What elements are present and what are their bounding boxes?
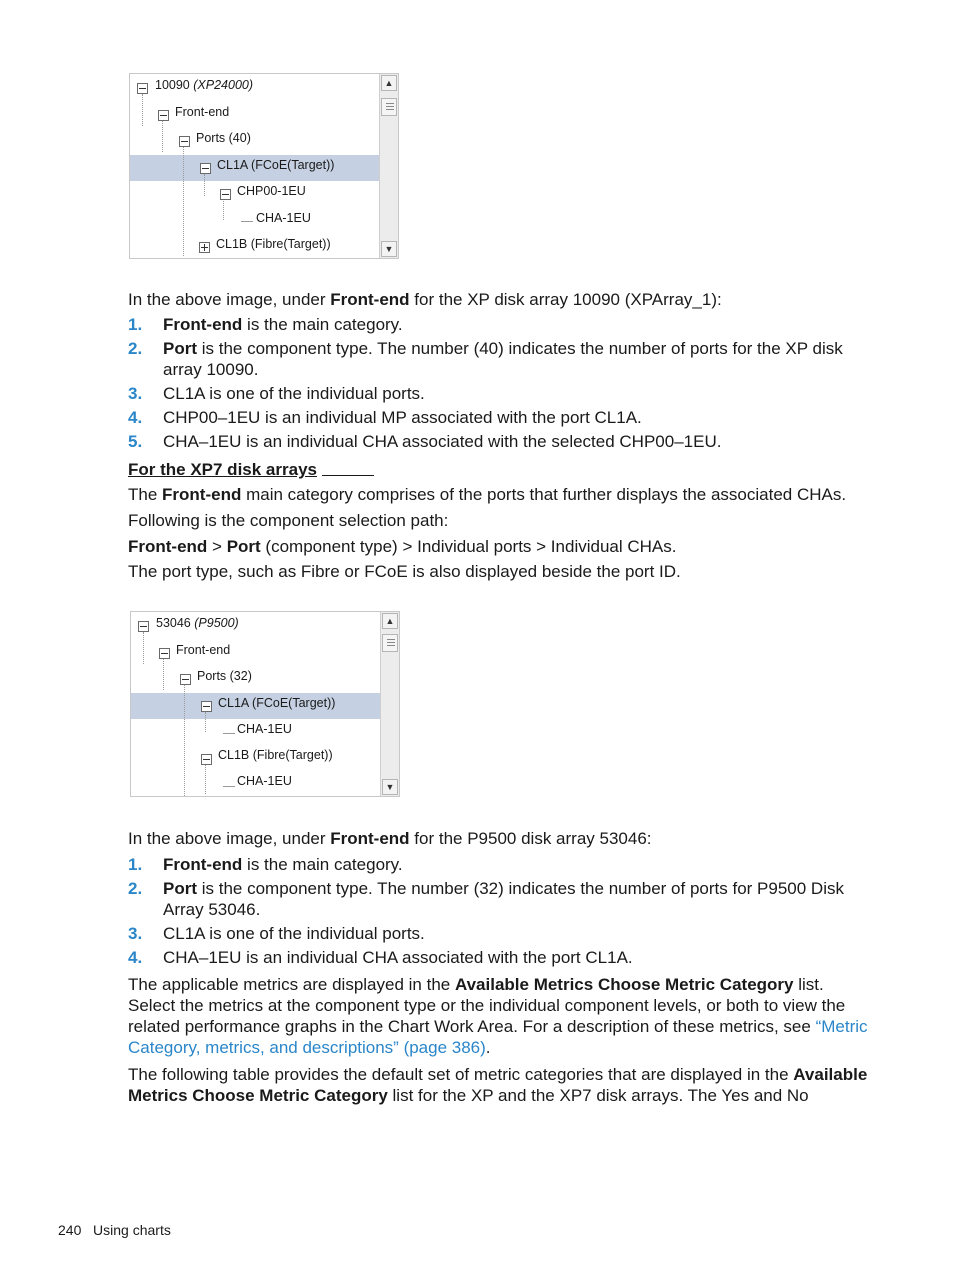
tree-node-front-end[interactable]: Front-end <box>176 643 231 657</box>
metrics-paragraph: The applicable metrics are displayed in the Available Metrics Choose Metric Category list. Select the metrics at the component type or the individual component levels, or both to view the related performance graphs in the Chart Work Area. For a description of these metrics, see “Metric Category, metrics, and descriptions” (page 386). <box>128 975 868 1057</box>
scroll-down-icon[interactable]: ▼ <box>381 241 397 257</box>
array-model: (P9500) <box>194 616 239 630</box>
tree-node-cl1b[interactable]: CL1B (Fibre(Target)) <box>216 237 331 251</box>
scroll-thumb[interactable] <box>381 98 397 116</box>
tree-node-cl1b[interactable]: CL1B (Fibre(Target)) <box>218 748 333 762</box>
list-number: 3. <box>128 384 143 403</box>
tree-node-cha[interactable]: CHA-1EU <box>256 211 311 225</box>
list-item: Front-end is the main category. <box>163 855 403 874</box>
scroll-down-icon[interactable]: ▼ <box>382 779 398 795</box>
list-item: Port is the component type. The number (40) indicates the number of ports for the XP disk array 10090. <box>163 339 843 379</box>
list-item: CHP00–1EU is an individual MP associated with the port CL1A. <box>163 408 642 427</box>
list-item: Front-end is the main category. <box>163 315 403 334</box>
tree-node-ports[interactable]: Ports (32) <box>197 669 252 683</box>
collapse-icon[interactable] <box>137 83 148 94</box>
table-intro-paragraph: The following table provides the default set of metric categories that are displayed in the Available Metrics Choose Metric Category list for the XP and the XP7 disk arrays. The Yes and No <box>128 1065 868 1105</box>
metric-category-link[interactable]: “Metric Category, metrics, and descriptions” (page 386) <box>128 1017 868 1057</box>
array-id: 53046 <box>156 616 191 630</box>
list-number: 2. <box>128 879 143 898</box>
page-footer <box>58 1222 171 1238</box>
tree-view-xp24000 <box>129 73 399 259</box>
vertical-scrollbar[interactable] <box>380 612 399 796</box>
collapse-icon[interactable] <box>179 136 190 147</box>
tree-node-cl1a[interactable]: CL1A (FCoE(Target)) <box>218 696 336 710</box>
scroll-up-icon[interactable]: ▲ <box>382 613 398 629</box>
list-item: Port is the component type. The number (32) indicates the number of ports for P9500 Disk Array 53046. <box>163 879 844 919</box>
collapse-icon[interactable] <box>200 163 211 174</box>
section1-intro: In the above image, under Front-end for the XP disk array 10090 (XPArray_1): <box>128 290 722 309</box>
xp7-paragraph-1: The Front-end main category comprises of the ports that further displays the associated CHAs. <box>128 485 847 504</box>
xp7-heading: For the XP7 disk arrays <box>128 459 374 480</box>
collapse-icon[interactable] <box>158 110 169 121</box>
collapse-icon[interactable] <box>159 648 170 659</box>
vertical-scrollbar[interactable] <box>379 74 398 258</box>
collapse-icon[interactable] <box>220 189 231 200</box>
tree-view-p9500 <box>130 611 400 797</box>
footer-section: Using charts <box>93 1222 171 1238</box>
scroll-thumb[interactable] <box>382 634 398 652</box>
xp7-paragraph-4: The port type, such as Fibre or FCoE is also displayed beside the port ID. <box>128 562 681 581</box>
tree-node-cl1a[interactable]: CL1A (FCoE(Target)) <box>217 158 335 172</box>
list-item: CHA–1EU is an individual CHA associated with the port CL1A. <box>163 948 633 967</box>
tree-node-front-end[interactable]: Front-end <box>175 105 230 119</box>
expand-icon[interactable] <box>199 242 210 253</box>
list-item: CL1A is one of the individual ports. <box>163 384 425 403</box>
list-number: 3. <box>128 924 143 943</box>
array-model: (XP24000) <box>193 78 254 92</box>
collapse-icon[interactable] <box>180 674 191 685</box>
list-number: 4. <box>128 948 143 967</box>
list-number: 5. <box>128 432 143 451</box>
tree-node-chp00[interactable]: CHP00-1EU <box>237 184 306 198</box>
xp7-paragraph-2: Following is the component selection path: <box>128 511 449 530</box>
list-item: CL1A is one of the individual ports. <box>163 924 425 943</box>
collapse-icon[interactable] <box>201 754 212 765</box>
list-number: 4. <box>128 408 143 427</box>
collapse-icon[interactable] <box>201 701 212 712</box>
section2-intro: In the above image, under Front-end for the P9500 disk array 53046: <box>128 829 652 848</box>
array-id: 10090 <box>155 78 190 92</box>
tree-node-cha[interactable]: CHA-1EU <box>237 774 292 788</box>
list-item: CHA–1EU is an individual CHA associated with the selected CHP00–1EU. <box>163 432 722 451</box>
scroll-up-icon[interactable]: ▲ <box>381 75 397 91</box>
xp7-selection-path: Front-end > Port (component type) > Individual ports > Individual CHAs. <box>128 537 677 556</box>
collapse-icon[interactable] <box>138 621 149 632</box>
list-number: 2. <box>128 339 143 358</box>
tree-node-ports[interactable]: Ports (40) <box>196 131 251 145</box>
list-number: 1. <box>128 315 143 334</box>
tree-node-cha[interactable]: CHA-1EU <box>237 722 292 736</box>
page-number: 240 <box>58 1222 82 1238</box>
list-number: 1. <box>128 855 143 874</box>
